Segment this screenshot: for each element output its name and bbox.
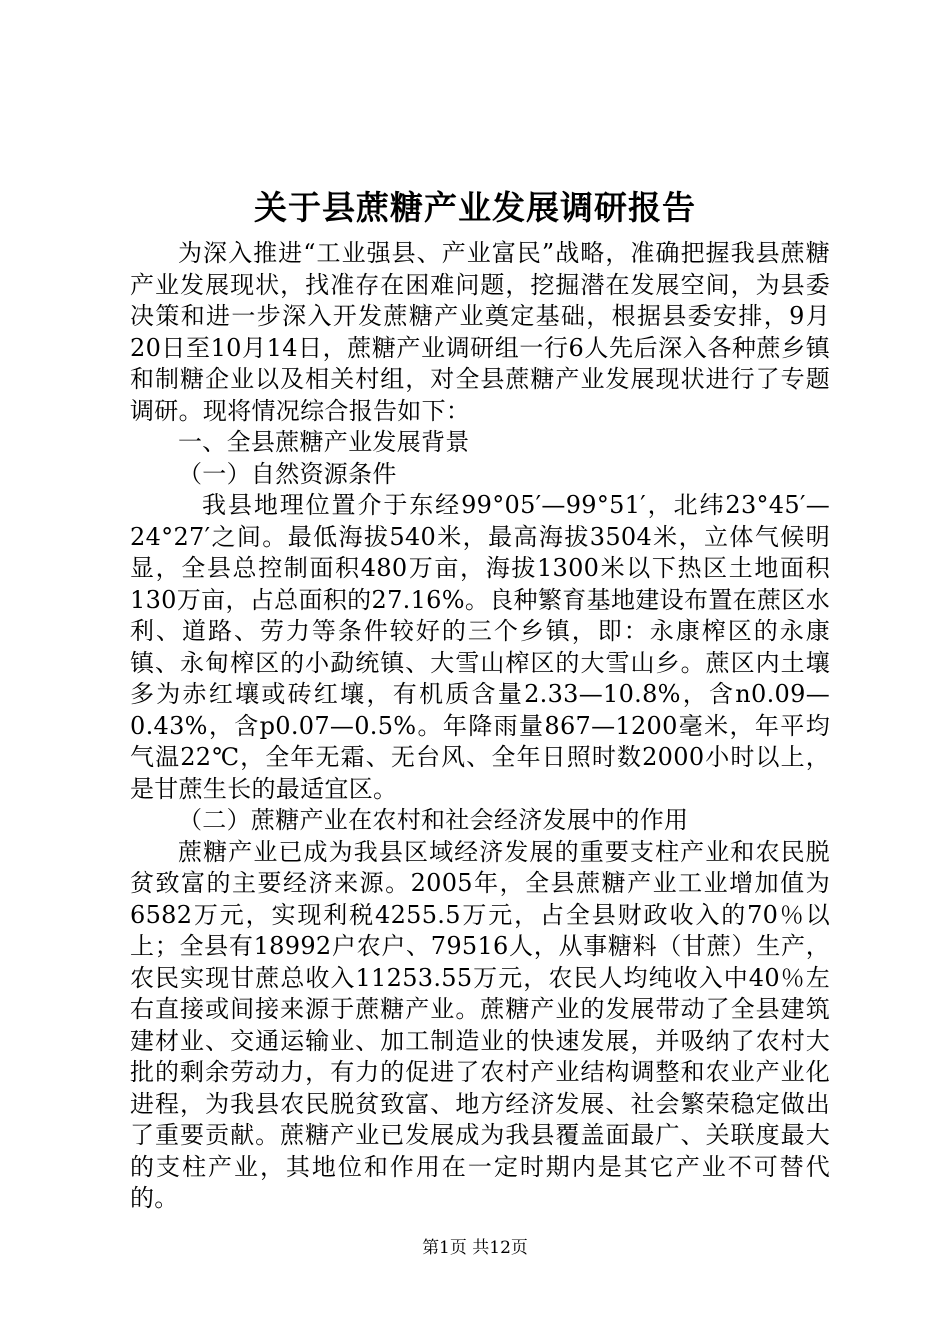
subsection-heading-1: （一）自然资源条件 <box>178 459 397 488</box>
section-heading-1: 一、全县蔗糖产业发展背景 <box>178 428 470 456</box>
subsection-heading-2: （二）蔗糖产业在农村和社会经济发展中的作用 <box>178 806 689 834</box>
role-paragraph: 蔗糖产业已成为我县区域经济发展的重要支柱产业和农民脱贫致富的主要经济来源。2005年，全县蔗糖产业工业增加值为6582万元，实现利税4255.5万元，占全县财政收入的70％以上；全县有18992户农户、79516人，从事糖料（甘蔗）生产，农民实现甘蔗总收入11253.55万元，农民人均纯收入中40％左右直接或间接来源于蔗糖产业。蔗糖产业的发展带动了全县建筑建材业、交通运输业、加工制造业的快速发展，并吸纳了农村大批的剩余劳动力，有力的促进了农村产业结构调整和农业产业化进程，为我县农民脱贫致富、地方经济发展、社会繁荣稳定做出了重要贡献。蔗糖产业已发展成为我县覆盖面最广、关联度最大的支柱产业，其地位和作用在一定时期内是其它产业不可替代的。 <box>130 837 830 1212</box>
page-footer: 第1页 共12页 <box>422 1238 528 1258</box>
document-body <box>130 238 830 1215</box>
document-title: 关于县蔗糖产业发展调研报告 <box>254 188 696 227</box>
intro-paragraph: 为深入推进“工业强县、产业富民”战略，准确把握我县蔗糖产业发展现状，找准存在困难问题，挖掘潜在发展空间，为县委决策和进一步深入开发蔗糖产业奠定基础，根据县委安排，9月20日至10月14日，蔗糖产业调研组一行6人先后深入各种蔗乡镇和制糖企业以及相关村组，对全县蔗糖产业发展现状进行了专题调研。现将情况综合报告如下： <box>130 239 830 425</box>
natural-resources-paragraph: 我县地理位置介于东经99°05′—99°51′，北纬23°45′—24°27′之间。最低海拔540米，最高海拔3504米，立体气候明显，全县总控制面积480万亩，海拔1300米以下热区土地面积130万亩，占总面积的27.16%。良种繁育基地建设布置在蔗区水利、道路、劳力等条件较好的三个乡镇，即：永康榨区的永康镇、永甸榨区的小勐统镇、大雪山榨区的大雪山乡。蔗区内土壤多为赤红壤或砖红壤，有机质含量2.33—10.8%，含n0.09—0.43%，含p0.07—0.5%。年降雨量867—1200毫米，年平均气温22℃，全年无霜、无台风、全年日照时数2000小时以上，是甘蔗生长的最适宜区。 <box>130 491 830 803</box>
